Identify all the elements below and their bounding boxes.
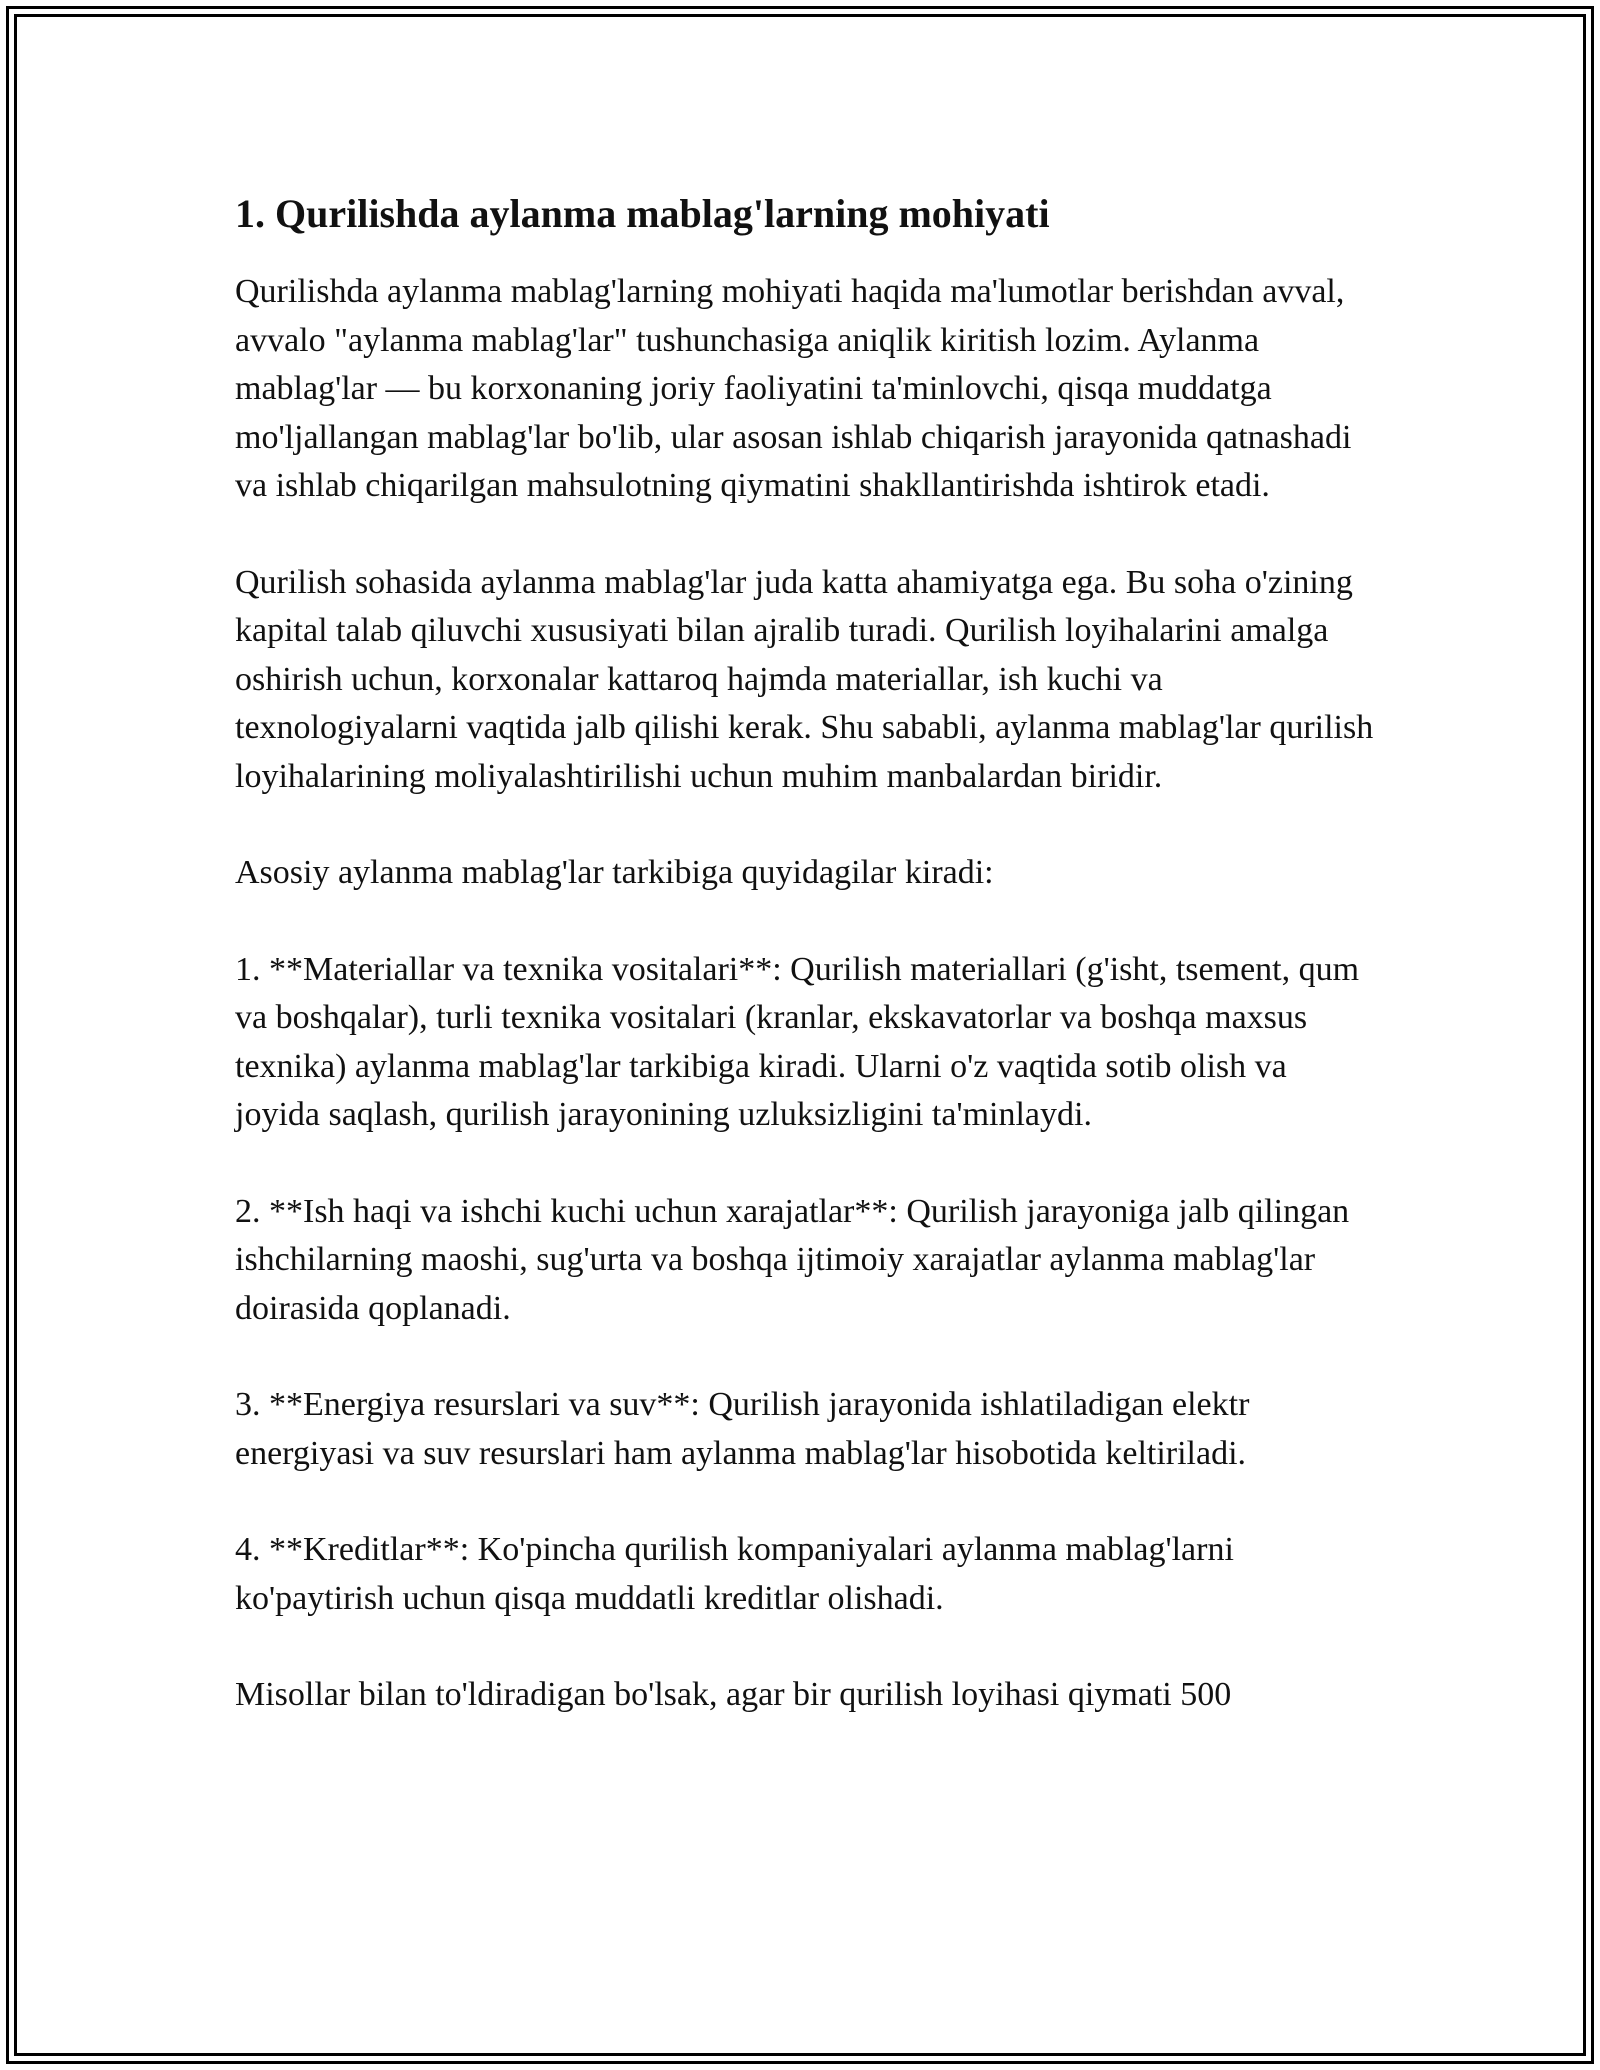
paragraph-intro: Qurilishda aylanma mablag'larning mohiyati haqida ma'lumotlar berishdan avval, avvalo "aylanma mablag'lar" tushunchasiga aniqlik kiritish lozim. Aylanma mablag'lar — bu korxonaning joriy faoliyatini ta'minlovchi, qisqa muddatga mo'ljallangan mablag'lar bo'lib, ular asosan ishlab chiqarish jarayonida qatnashadi va ishlab chiqarilgan mahsulotning qiymatini shakllantirishda ishtirok etadi. <box>235 273 1352 504</box>
list-item-credits: 4. **Kreditlar**: Ko'pincha qurilish kompaniyalari aylanma mablag'larni ko'paytirish uchun qisqa muddatli kreditlar olishadi. <box>235 1531 1234 1617</box>
section-heading: 1. Qurilishda aylanma mablag'larning mohiyati <box>235 191 1050 236</box>
list-item-energy: 3. **Energiya resurslari va suv**: Qurilish jarayonida ishlatiladigan elektr energiyasi va suv resurslari ham aylanma mablag'lar hisobotida keltiriladi. <box>235 1386 1250 1472</box>
list-item-materials: 1. **Materiallar va texnika vositalari**: Qurilish materiallari (g'isht, tsement, qum va boshqalar), turli texnika vositalari (kranlar, ekskavatorlar va boshqa maxsus texnika) aylanma mablag'lar tarkibiga kiradi. Ularni o'z vaqtida sotib olish va joyida saqlash, qurilish jarayonining uzluksizligini ta'minlaydi. <box>235 950 1360 1133</box>
paragraph-examples: Misollar bilan to'ldiradigan bo'lsak, agar bir qurilish loyihasi qiymati 500 <box>235 1676 1232 1713</box>
document-body <box>235 188 1375 1768</box>
paragraph-construction: Qurilish sohasida aylanma mablag'lar juda katta ahamiyatga ega. Bu soha o'zining kapital talab qiluvchi xususiyati bilan ajralib turadi. Qurilish loyihalarini amalga oshirish uchun, korxonalar kattaroq hajmda materiallar, ish kuchi va texnologiyalarni vaqtida jalb qilishi kerak. Shu sababli, aylanma mablag'lar qurilish loyihalarining moliyalashtirilishi uchun muhim manbalardan biridir. <box>235 563 1374 795</box>
paragraph-list-intro: Asosiy aylanma mablag'lar tarkibiga quyidagilar kiradi: <box>235 854 994 891</box>
list-item-wages: 2. **Ish haqi va ishchi kuchi uchun xarajatlar**: Qurilish jarayoniga jalb qilingan ishchilarning maoshi, sug'urta va boshqa ijtimoiy xarajatlar aylanma mablag'lar doirasida qoplanadi. <box>235 1192 1350 1327</box>
